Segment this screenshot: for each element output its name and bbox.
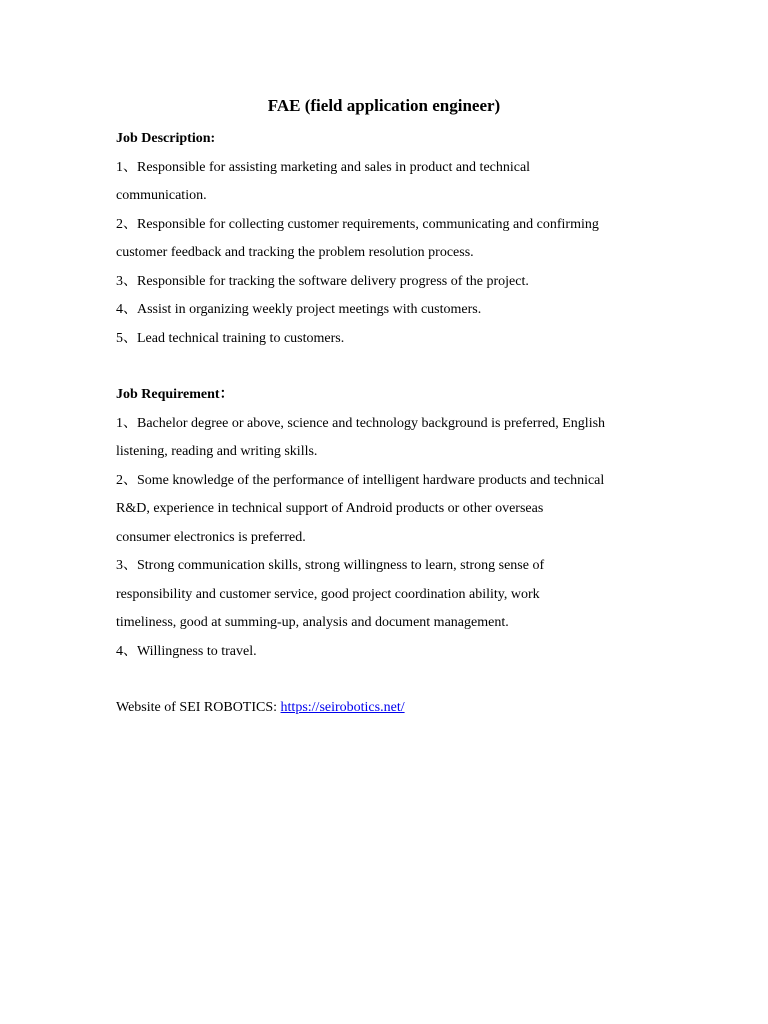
website-link[interactable]: https://seirobotics.net/ bbox=[280, 700, 405, 715]
description-line: 2、Responsible for collecting customer requirements, communicating and confirming bbox=[116, 216, 599, 232]
requirement-line: timeliness, good at summing-up, analysis and document management. bbox=[116, 615, 509, 630]
document-title: FAE (field application engineer) bbox=[267, 96, 501, 115]
requirement-line: responsibility and customer service, good project coordination ability, work bbox=[116, 586, 540, 602]
description-line: 3、Responsible for tracking the software delivery progress of the project. bbox=[116, 273, 529, 289]
requirement-line: listening, reading and writing skills. bbox=[116, 444, 318, 459]
description-line: 5、Lead technical training to customers. bbox=[116, 330, 345, 346]
job-requirement-heading: Job Requirement： bbox=[116, 387, 234, 402]
requirement-line: 3、Strong communication skills, strong willingness to learn, strong sense of bbox=[116, 558, 545, 573]
job-description-section bbox=[116, 125, 668, 353]
description-line: 1、Responsible for assisting marketing and sales in product and technical bbox=[116, 159, 531, 175]
requirement-line: 4、Willingness to travel. bbox=[116, 643, 257, 659]
job-requirement-section bbox=[116, 381, 668, 666]
description-line: 4、Assist in organizing weekly project meetings with customers. bbox=[116, 302, 482, 317]
website-section bbox=[116, 694, 668, 723]
website-line bbox=[116, 694, 668, 723]
website-label: Website of SEI ROBOTICS: bbox=[116, 700, 281, 715]
description-line: customer feedback and tracking the problem resolution process. bbox=[116, 245, 474, 260]
job-description-heading: Job Description: bbox=[116, 131, 216, 146]
requirement-line: R&D, experience in technical support of Android products or other overseas bbox=[116, 501, 544, 516]
description-line: communication. bbox=[116, 188, 207, 203]
requirement-line: consumer electronics is preferred. bbox=[116, 529, 306, 545]
requirement-line: 1、Bachelor degree or above, science and technology background is preferred, English bbox=[116, 415, 606, 431]
requirement-line: 2、Some knowledge of the performance of intelligent hardware products and technical bbox=[116, 472, 605, 488]
